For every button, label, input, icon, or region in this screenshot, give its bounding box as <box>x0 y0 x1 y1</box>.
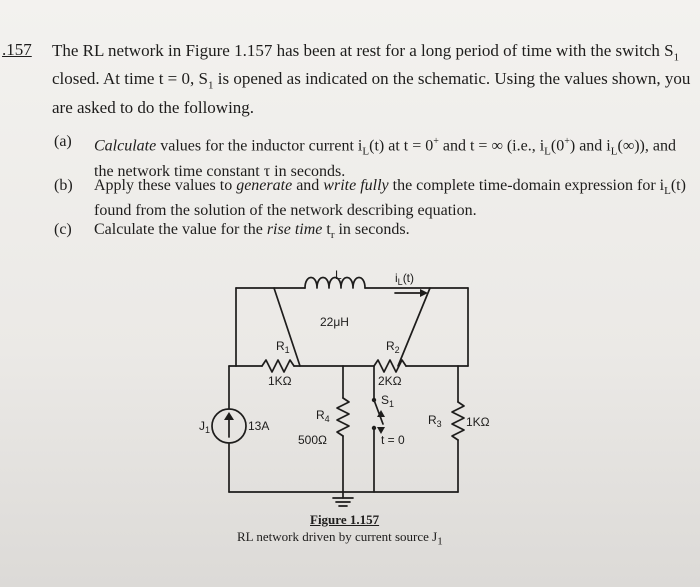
r2-value: 2KΩ <box>378 374 402 388</box>
part-b-label: (b) <box>54 177 73 194</box>
text: ) and i <box>569 137 611 155</box>
r1-resistor <box>262 360 294 372</box>
emph-text: rise time <box>266 221 323 238</box>
r2-label: $R_2$ <box>386 339 400 355</box>
figure-caption <box>237 529 443 548</box>
source-label: $J_1$ <box>199 419 211 435</box>
switch-label: $S_1$ <box>381 393 395 409</box>
caption-sub: 1 <box>437 535 443 548</box>
text: t <box>322 221 331 238</box>
wire <box>398 288 430 366</box>
intro-text: The RL network in Figure 1.157 has been at rest for a long period of time with the switch S <box>52 41 674 60</box>
sub: L <box>362 145 370 158</box>
sup: + <box>564 136 570 147</box>
r2-resistor <box>374 360 406 372</box>
switch-contact <box>372 426 376 430</box>
r1-value: 1KΩ <box>268 374 292 388</box>
sub: r <box>330 229 335 242</box>
inductor-current-label: $i_L(t)$ <box>395 271 415 287</box>
r4-label: $R_4$ <box>316 408 330 424</box>
emph-text: generate <box>236 177 293 194</box>
intro-text: is opened as indicated on the schematic. Using the values shown, you are asked to do the following. <box>52 69 691 117</box>
intro-sub: 1 <box>207 79 214 92</box>
figure-title: Figure 1.157 <box>310 512 380 527</box>
part-a-label: (a) <box>54 133 72 150</box>
text: (∞)), and the network time constant τ in seconds. <box>94 137 676 180</box>
r3-label: $R_3$ <box>428 413 442 429</box>
emph-text: Calculate <box>94 137 157 155</box>
r3-value: 1KΩ <box>466 415 490 429</box>
r1-label: $R_1$ <box>276 339 290 355</box>
emph-text: write fully <box>323 177 389 194</box>
text: (t) found from the solution of the network describing equation. <box>94 177 686 220</box>
switch-contact <box>372 398 376 402</box>
sup: + <box>433 136 439 147</box>
problem-number: .157 <box>2 40 32 59</box>
text: (0 <box>550 137 565 155</box>
text: Apply these values to <box>94 177 237 194</box>
inductor-label: L <box>335 268 342 282</box>
ground-symbol <box>333 498 353 506</box>
text: and <box>292 177 324 194</box>
r3-resistor <box>452 402 464 440</box>
r4-resistor <box>337 398 349 436</box>
text: in seconds. <box>334 221 410 238</box>
switch-time: t = 0 <box>381 433 405 447</box>
intro-sub: 1 <box>673 51 680 64</box>
text: (t) at t = 0 <box>369 137 434 155</box>
text: values for the inductor current i <box>156 137 363 155</box>
sub: L <box>664 185 671 198</box>
text: and t = ∞ (i.e., i <box>438 137 545 155</box>
source-arrow-head <box>224 412 234 420</box>
caption-text: RL network driven by current source J <box>237 529 438 544</box>
sub: L <box>544 145 551 158</box>
text: Calculate the value for the <box>94 221 267 238</box>
part-c-label: (c) <box>54 221 72 238</box>
intro-text: closed. At time t = 0, S <box>52 69 208 89</box>
sub: L <box>610 145 618 158</box>
text: the complete time-domain expression for i <box>388 177 665 194</box>
inductor-value: 22μH <box>320 315 349 329</box>
r4-value: 500Ω <box>298 433 327 447</box>
source-value: 13A <box>248 419 270 433</box>
